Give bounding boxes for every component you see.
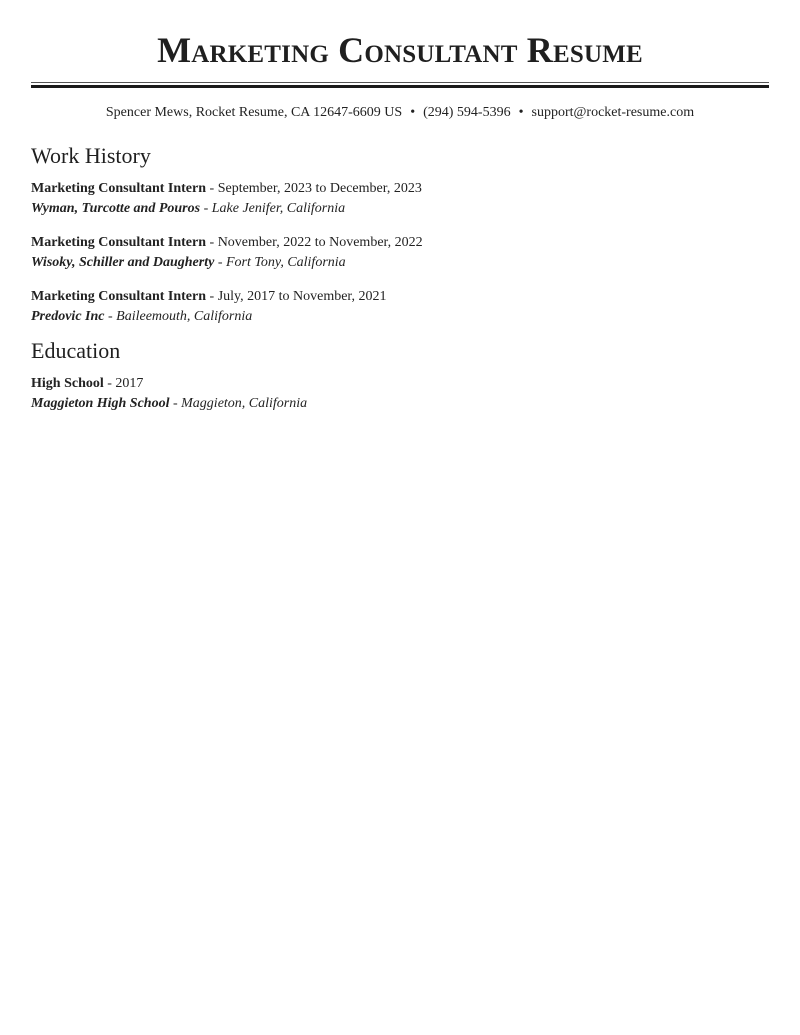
education-entry-school-line [31,394,307,414]
company-location: Baileemouth, California [116,309,253,324]
section-heading-education: Education [31,338,121,363]
work-entry [31,233,423,273]
school-name: Maggieton High School [31,396,170,411]
work-entry-title-line [31,179,422,199]
company-name: Predovic Inc [31,309,105,324]
job-dates: November, 2022 to November, 2022 [217,235,423,250]
work-entry-company-line [31,253,423,273]
work-entry-title-line [31,233,423,253]
contact-phone: (294) 594-5396 [423,105,511,120]
company-name: Wisoky, Schiller and Daugherty [31,255,215,270]
dash: - [214,255,226,270]
job-role: Marketing Consultant Intern [31,235,207,250]
education-entry [31,374,307,414]
education-entry-title-line [31,374,307,394]
school-location: Maggieton, California [181,396,308,411]
title-divider-thick [31,85,769,88]
work-entry [31,179,422,219]
company-name: Wyman, Turcotte and Pouros [31,201,201,216]
dash: - [206,235,218,250]
work-entry-company-line [31,199,422,219]
dash: - [103,376,116,391]
title-divider-thin [31,82,769,83]
contact-address: Spencer Mews, Rocket Resume, CA 12647-6609 US [105,105,403,120]
bullet-separator: • [410,105,416,120]
dash: - [104,309,117,324]
graduation-year: 2017 [115,376,144,391]
job-role: Marketing Consultant Intern [31,181,207,196]
bullet-separator: • [518,105,524,120]
job-role: Marketing Consultant Intern [31,289,207,304]
degree: High School [31,376,104,391]
contact-email: support@rocket-resume.com [531,105,695,120]
work-entry-title-line [31,287,387,307]
job-dates: September, 2023 to December, 2023 [217,181,422,196]
company-location: Lake Jenifer, California [211,201,346,216]
resume-title: Marketing Consultant Resume [157,30,643,70]
work-entry [31,287,387,327]
work-entry-company-line [31,307,387,327]
contact-line [31,104,769,122]
job-dates: July, 2017 to November, 2021 [217,289,387,304]
section-heading-work-history: Work History [31,143,151,168]
dash: - [206,289,218,304]
dash: - [200,201,212,216]
company-location: Fort Tony, California [225,255,346,270]
dash: - [169,396,182,411]
dash: - [206,181,218,196]
